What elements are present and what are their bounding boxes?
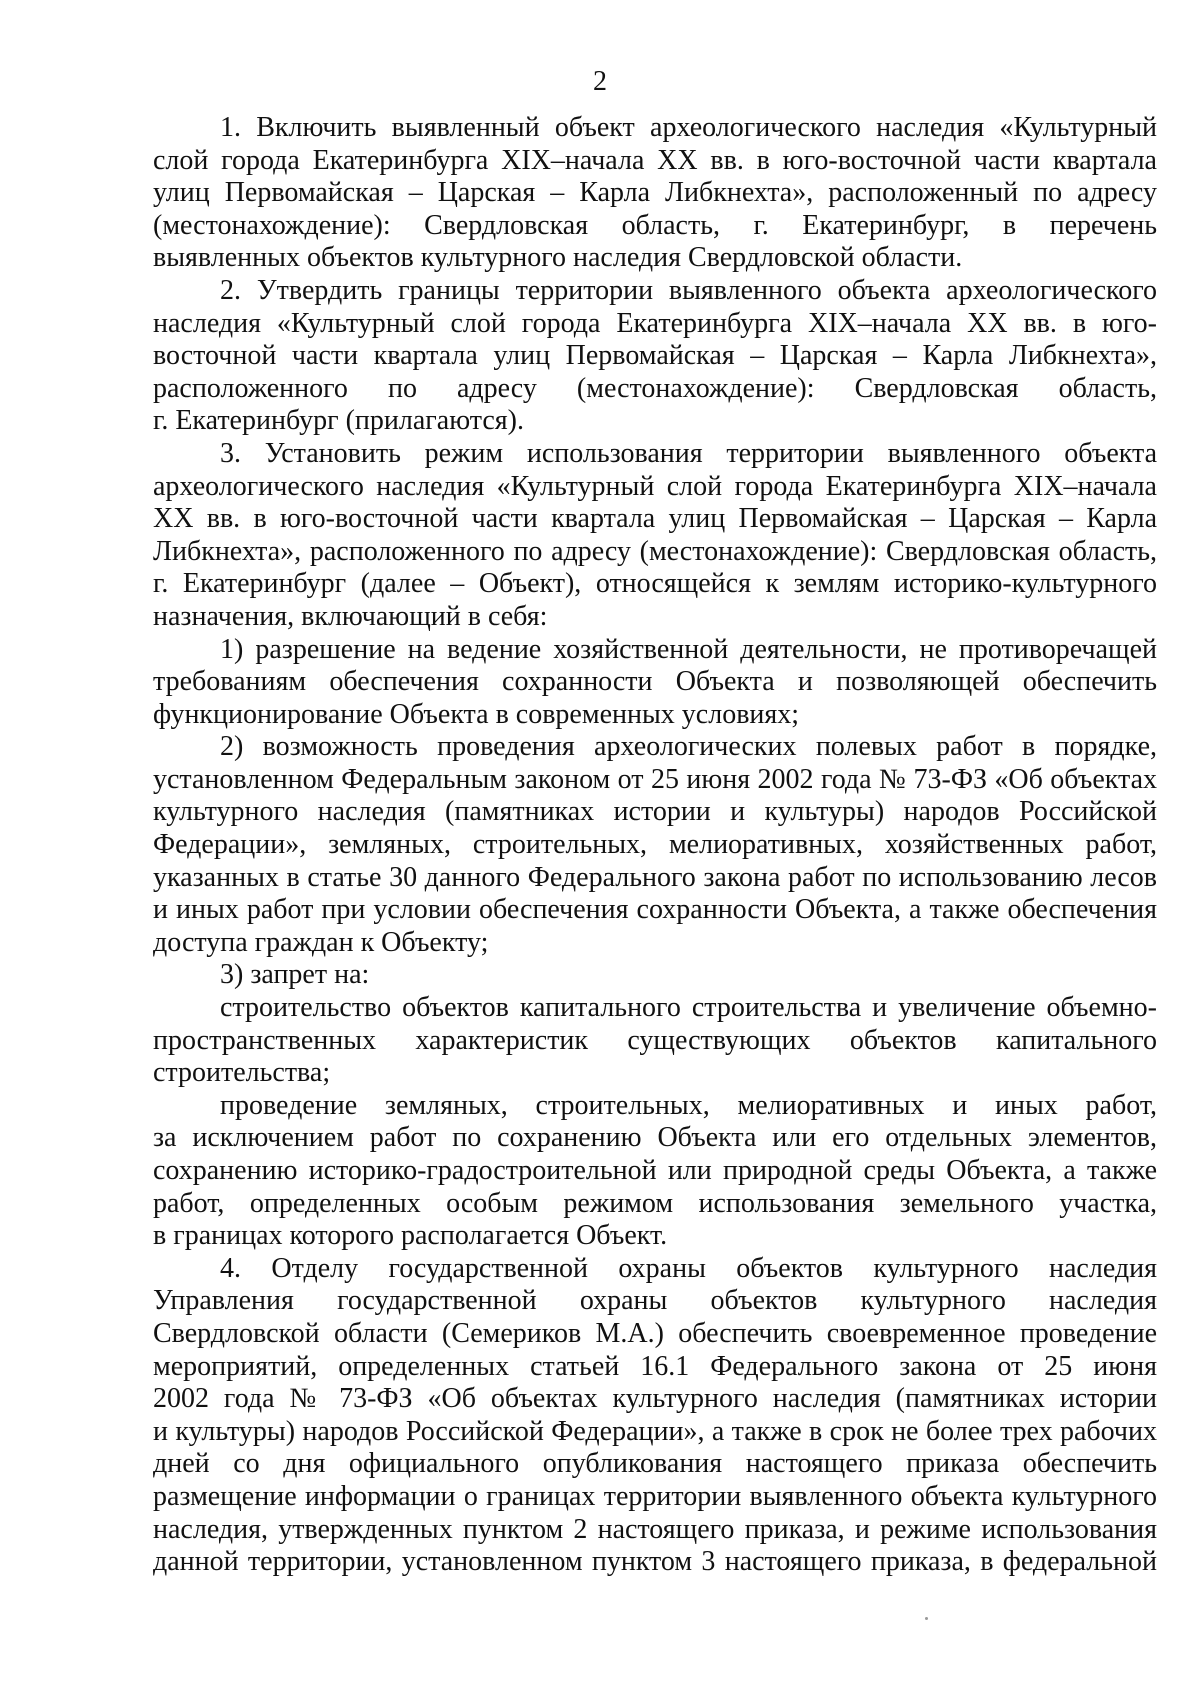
text-line: 2. Утвердить границы территории выявленного объекта археологического — [220, 274, 1157, 306]
text-line: 4. Отделу государственной охраны объектов культурного наследия — [220, 1252, 1157, 1284]
text-line: назначения, включающий в себя: — [153, 600, 548, 632]
text-line: пространственных характеристик существующих объектов капитального — [153, 1024, 1157, 1056]
text-line: 2) возможность проведения археологических полевых работ в порядке, — [220, 731, 1157, 763]
text-line: строительство объектов капитального строительства и увеличение объемно- — [220, 992, 1157, 1024]
text-line: 2002 года № 73-ФЗ «Об объектах культурного наследия (памятниках истории — [153, 1383, 1157, 1415]
paragraph-p1 — [153, 112, 1157, 275]
text-line: и иных работ при условии обеспечения сохранности Объекта, а также обеспечения — [153, 894, 1157, 926]
text-line: Федерации», земляных, строительных, мелиоративных, хозяйственных работ, — [153, 829, 1157, 861]
text-line: в границах которого располагается Объект. — [153, 1220, 668, 1252]
text-line: дней со дня официального опубликования настоящего приказа обеспечить — [153, 1448, 1157, 1480]
paragraph-p3 — [153, 438, 1157, 634]
text-line: культурного наследия (памятниках истории и культуры) народов Российской — [153, 796, 1157, 828]
page-number: 2 — [593, 66, 607, 97]
text-line: доступа граждан к Объекту; — [153, 926, 489, 958]
text-line: восточной части квартала улиц Первомайская – Царская – Карла Либкнехта», — [153, 340, 1157, 372]
paragraph-p4 — [153, 1253, 1157, 1579]
text-line: выявленных объектов культурного наследия Свердловской области. — [153, 242, 963, 274]
paragraph-p3-3 — [153, 959, 1157, 992]
text-line: установленном Федеральным законом от 25 июня 2002 года № 73-ФЗ «Об объектах — [153, 763, 1157, 795]
text-line: размещение информации о границах территории выявленного объекта культурного — [153, 1480, 1157, 1512]
text-line: 3) запрет на: — [220, 959, 370, 991]
text-line: улиц Первомайская – Царская – Карла Либкнехта», расположенный по адресу — [153, 177, 1157, 209]
text-line: г. Екатеринбург (прилагаются). — [153, 405, 524, 437]
text-line: проведение земляных, строительных, мелиоративных и иных работ, — [220, 1089, 1157, 1121]
text-line: Либкнехта», расположенного по адресу (местонахождение): Свердловская область, — [153, 535, 1157, 567]
paragraph-p3-3a — [153, 992, 1157, 1090]
text-line: XX вв. в юго-восточной части квартала улиц Первомайская – Царская – Карла — [153, 503, 1157, 535]
text-line: 1) разрешение на ведение хозяйственной деятельности, не противоречащей — [220, 633, 1157, 665]
text-line: строительства; — [153, 1057, 331, 1089]
text-line: Свердловской области (Семериков М.А.) обеспечить своевременное проведение — [153, 1317, 1157, 1349]
text-line: 1. Включить выявленный объект археологического наследия «Культурный — [220, 112, 1157, 143]
text-line: сохранению историко-градостроительной или природной среды Объекта, а также — [153, 1155, 1157, 1186]
paragraph-p3-2 — [153, 731, 1157, 959]
text-line: указанных в статье 30 данного Федерального закона работ по использованию лесов — [153, 861, 1157, 893]
text-line: наследия, утвержденных пунктом 2 настоящего приказа, и режиме использования — [153, 1513, 1157, 1545]
text-line: археологического наследия «Культурный слой города Екатеринбурга XIX–начала — [153, 470, 1157, 502]
text-line: требованиям обеспечения сохранности Объекта и позволяющей обеспечить — [153, 666, 1157, 698]
scan-speck — [925, 1617, 928, 1620]
text-line: слой города Екатеринбурга XIX–начала XX вв. в юго-восточной части квартала — [153, 144, 1157, 176]
paragraph-p2 — [153, 275, 1157, 438]
text-line: и культуры) народов Российской Федерации», а также в срок не более трех рабочих — [153, 1415, 1157, 1447]
text-line: (местонахождение): Свердловская область, г. Екатеринбург, в перечень — [153, 209, 1157, 241]
document-body — [153, 112, 1157, 1579]
paragraph-p3-1 — [153, 634, 1157, 732]
text-line: Управления государственной охраны объектов культурного наследия — [153, 1285, 1157, 1317]
text-line: г. Екатеринбург (далее – Объект), относящейся к землям историко-культурного — [153, 568, 1157, 600]
text-line: данной территории, установленном пунктом 3 настоящего приказа, в федеральной — [153, 1546, 1157, 1578]
text-line: наследия «Культурный слой города Екатеринбурга XIX–начала XX вв. в юго- — [153, 307, 1157, 339]
text-line: функционирование Объекта в современных условиях; — [153, 698, 800, 730]
text-line: 3. Установить режим использования территории выявленного объекта — [220, 437, 1157, 469]
text-line: за исключением работ по сохранению Объекта или его отдельных элементов, — [153, 1122, 1157, 1154]
text-line: мероприятий, определенных статьей 16.1 Федерального закона от 25 июня — [153, 1350, 1157, 1382]
text-line: работ, определенных особым режимом использования земельного участка, — [153, 1187, 1157, 1219]
text-line: расположенного по адресу (местонахождение): Свердловская область, — [153, 372, 1157, 404]
paragraph-p3-3b — [153, 1090, 1157, 1253]
